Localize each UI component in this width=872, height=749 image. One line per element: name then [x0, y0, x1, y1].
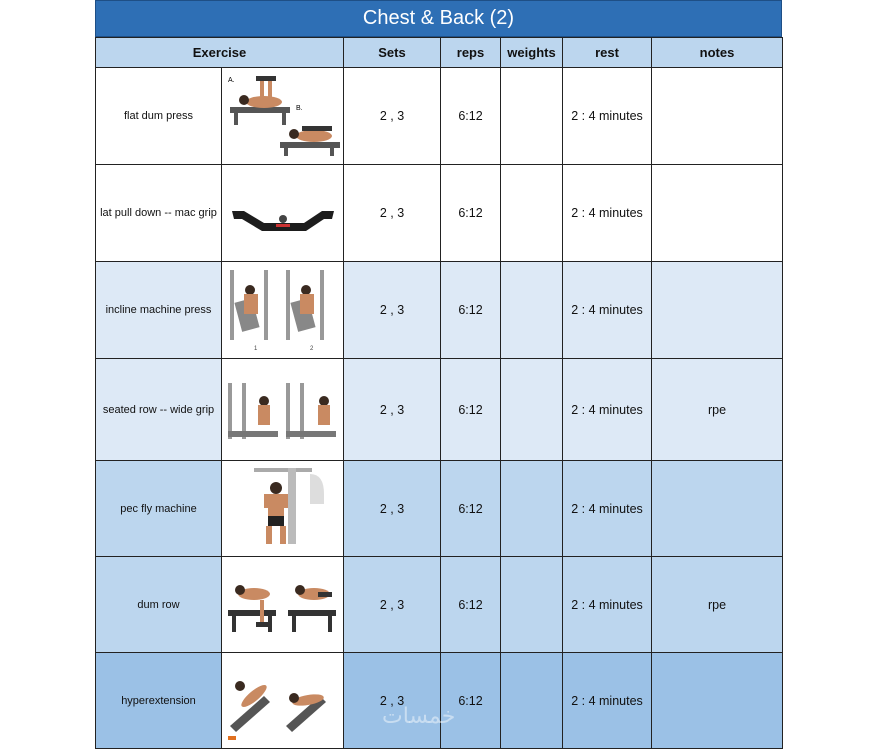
- sets-value: 2 , 3: [344, 165, 441, 262]
- weights-value: [501, 262, 563, 359]
- label-a: A.: [227, 76, 235, 84]
- sheet-title: [95, 0, 782, 37]
- header-rest: rest: [563, 38, 652, 68]
- rest-value: 2 : 4 minutes: [563, 165, 652, 262]
- weights-value: [501, 165, 563, 262]
- weights-value: [501, 68, 563, 165]
- header-notes: notes: [652, 38, 783, 68]
- exercise-name: lat pull down -- mac grip: [96, 165, 222, 262]
- header-reps: reps: [441, 38, 501, 68]
- exercise-name: pec fly machine: [96, 461, 222, 557]
- reps-value: 6:12: [441, 461, 501, 557]
- rest-value: 2 : 4 minutes: [563, 461, 652, 557]
- notes-value: [652, 262, 783, 359]
- exercise-name: incline machine press: [96, 262, 222, 359]
- seated-row-illustration: [224, 365, 342, 451]
- reps-value: 6:12: [441, 165, 501, 262]
- exercise-image-cell: [222, 653, 344, 749]
- table-row: [96, 165, 783, 262]
- watermark-logo: خمسات: [382, 704, 456, 729]
- weights-value: [501, 461, 563, 557]
- hyperextension-illustration: [224, 656, 342, 742]
- sets-value: 2 , 3: [344, 359, 441, 461]
- table-row: [96, 262, 783, 359]
- rest-value: 2 : 4 minutes: [563, 262, 652, 359]
- sets-value: 2 , 3: [344, 68, 441, 165]
- exercise-name: flat dum press: [96, 68, 222, 165]
- notes-value: [652, 165, 783, 262]
- table-row: [96, 557, 783, 653]
- workout-table: [95, 37, 783, 749]
- header-sets: Sets: [344, 38, 441, 68]
- rest-value: 2 : 4 minutes: [563, 653, 652, 749]
- sets-value: 2 , 3: [344, 653, 441, 749]
- exercise-image-cell: [222, 165, 344, 262]
- mag-grip-handle-illustration: [224, 169, 342, 255]
- header-weights: weights: [501, 38, 563, 68]
- rest-value: 2 : 4 minutes: [563, 557, 652, 653]
- exercise-image-cell: [222, 359, 344, 461]
- header-row: [96, 38, 783, 68]
- notes-value: [652, 653, 783, 749]
- reps-value: 6:12: [441, 557, 501, 653]
- rest-value: 2 : 4 minutes: [563, 68, 652, 165]
- reps-value: 6:12: [441, 262, 501, 359]
- notes-value: [652, 461, 783, 557]
- weights-value: [501, 653, 563, 749]
- table-row: [96, 461, 783, 557]
- label-b: B.: [295, 104, 303, 112]
- notes-value: rpe: [652, 557, 783, 653]
- incline-machine-press-illustration: [224, 266, 342, 352]
- dumbbell-row-illustration: [224, 560, 342, 646]
- notes-value: [652, 68, 783, 165]
- sheet-title-text: Chest & Back (2): [362, 7, 515, 29]
- flat-dumbbell-press-illustration: [224, 72, 342, 158]
- label-1: 1: [253, 345, 257, 352]
- weights-value: [501, 359, 563, 461]
- table-row: [96, 68, 783, 165]
- sets-value: 2 , 3: [344, 461, 441, 557]
- rest-value: 2 : 4 minutes: [563, 359, 652, 461]
- reps-value: 6:12: [441, 653, 501, 749]
- exercise-image-cell: [222, 557, 344, 653]
- reps-value: 6:12: [441, 359, 501, 461]
- workout-sheet: [95, 0, 782, 749]
- reps-value: 6:12: [441, 68, 501, 165]
- exercise-name: hyperextension: [96, 653, 222, 749]
- exercise-image-cell: [222, 68, 344, 165]
- notes-value: rpe: [652, 359, 783, 461]
- exercise-image-cell: [222, 461, 344, 557]
- label-2: 2: [309, 345, 313, 352]
- table-row: [96, 359, 783, 461]
- header-exercise: Exercise: [96, 38, 344, 68]
- sets-value: 2 , 3: [344, 557, 441, 653]
- weights-value: [501, 557, 563, 653]
- table-row: [96, 653, 783, 749]
- pec-fly-machine-illustration: [224, 464, 342, 550]
- sets-value: 2 , 3: [344, 262, 441, 359]
- exercise-name: seated row -- wide grip: [96, 359, 222, 461]
- exercise-name: dum row: [96, 557, 222, 653]
- exercise-image-cell: [222, 262, 344, 359]
